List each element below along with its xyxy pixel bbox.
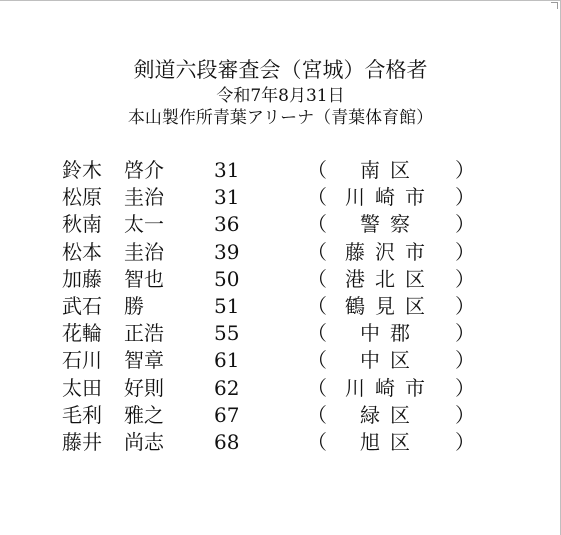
list-item bbox=[0, 429, 561, 456]
age: 68 bbox=[214, 429, 240, 454]
list-item bbox=[0, 157, 561, 184]
surname: 花輪 bbox=[62, 321, 102, 346]
list-item bbox=[0, 239, 561, 266]
list-item bbox=[0, 184, 561, 211]
region: 旭区 bbox=[360, 429, 420, 454]
close-paren: ） bbox=[455, 158, 475, 182]
close-paren: ） bbox=[455, 185, 475, 210]
list-item bbox=[0, 402, 561, 429]
region: 緑区 bbox=[360, 402, 420, 427]
given-name: 勝 bbox=[124, 293, 144, 318]
given-name: 正浩 bbox=[124, 321, 164, 346]
open-paren: （ bbox=[307, 158, 327, 182]
age: 50 bbox=[214, 266, 240, 291]
surname: 太田 bbox=[62, 375, 102, 400]
given-name: 好則 bbox=[124, 375, 164, 400]
close-paren: ） bbox=[455, 321, 475, 346]
list-item bbox=[0, 266, 561, 293]
region: 中区 bbox=[360, 348, 420, 373]
region: 川崎市 bbox=[345, 375, 435, 400]
given-name: 圭治 bbox=[124, 239, 164, 264]
close-paren: ） bbox=[455, 212, 475, 237]
list-item bbox=[0, 211, 561, 238]
surname: 石川 bbox=[62, 348, 102, 373]
region: 港北区 bbox=[345, 266, 435, 291]
close-paren: ） bbox=[455, 266, 475, 291]
list-item bbox=[0, 347, 561, 374]
region: 川崎市 bbox=[345, 185, 435, 210]
surname: 藤井 bbox=[62, 429, 102, 454]
given-name: 雅之 bbox=[124, 402, 164, 427]
surname: 松本 bbox=[62, 239, 102, 264]
surname: 松原 bbox=[62, 185, 102, 210]
open-paren: （ bbox=[307, 429, 327, 454]
given-name: 智章 bbox=[124, 348, 164, 373]
given-name: 智也 bbox=[124, 266, 164, 291]
close-paren: ） bbox=[455, 402, 475, 427]
close-paren: ） bbox=[455, 429, 475, 454]
given-name: 尚志 bbox=[124, 429, 164, 454]
surname: 毛利 bbox=[62, 402, 102, 427]
list-item bbox=[0, 375, 561, 402]
passer-list bbox=[0, 157, 561, 456]
open-paren: （ bbox=[307, 185, 327, 210]
close-paren: ） bbox=[455, 375, 475, 400]
open-paren: （ bbox=[307, 348, 327, 373]
surname: 加藤 bbox=[62, 266, 102, 291]
given-name: 啓介 bbox=[124, 158, 164, 182]
event-date: 令和7年8月31日 bbox=[216, 86, 345, 106]
open-paren: （ bbox=[307, 239, 327, 264]
close-paren: ） bbox=[455, 239, 475, 264]
age: 67 bbox=[214, 402, 240, 427]
age: 51 bbox=[214, 293, 240, 318]
document-title: 剣道六段審査会（宮城）合格者 bbox=[133, 58, 428, 82]
region: 藤沢市 bbox=[345, 239, 435, 264]
age: 36 bbox=[214, 212, 240, 237]
event-venue: 本山製作所青葉アリーナ（青葉体育館） bbox=[127, 108, 434, 128]
given-name: 圭治 bbox=[124, 185, 164, 210]
age: 61 bbox=[214, 348, 240, 373]
region: 中郡 bbox=[360, 321, 420, 346]
open-paren: （ bbox=[307, 402, 327, 427]
corner-mark-icon bbox=[551, 2, 558, 9]
list-item bbox=[0, 293, 561, 320]
open-paren: （ bbox=[307, 375, 327, 400]
page-border-top bbox=[0, 0, 561, 1]
age: 62 bbox=[214, 375, 240, 400]
age: 31 bbox=[214, 158, 240, 182]
region: 警察 bbox=[360, 212, 420, 237]
open-paren: （ bbox=[307, 293, 327, 318]
surname: 鈴木 bbox=[62, 158, 102, 182]
age: 55 bbox=[214, 321, 240, 346]
age: 39 bbox=[214, 239, 240, 264]
open-paren: （ bbox=[307, 321, 327, 346]
close-paren: ） bbox=[455, 348, 475, 373]
region: 南区 bbox=[360, 158, 420, 182]
surname: 秋南 bbox=[62, 212, 102, 237]
open-paren: （ bbox=[307, 266, 327, 291]
age: 31 bbox=[214, 185, 240, 210]
close-paren: ） bbox=[455, 293, 475, 318]
given-name: 太一 bbox=[124, 212, 164, 237]
region: 鶴見区 bbox=[345, 293, 435, 318]
open-paren: （ bbox=[307, 212, 327, 237]
surname: 武石 bbox=[62, 293, 102, 318]
list-item bbox=[0, 320, 561, 347]
